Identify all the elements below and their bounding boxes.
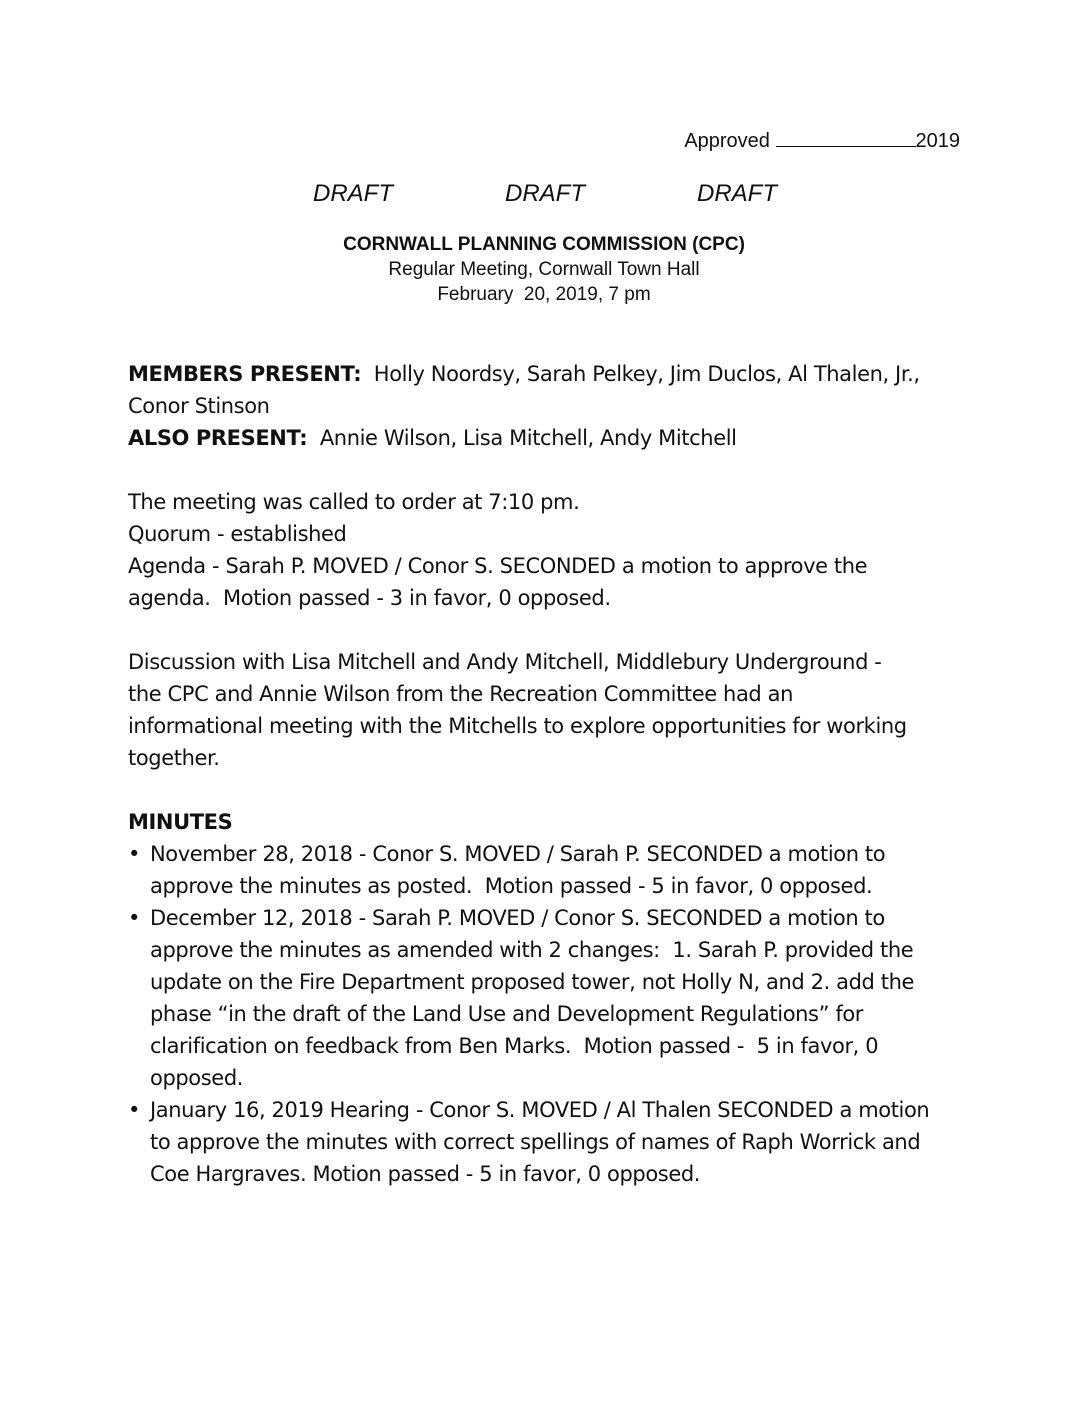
minutes-heading-text: MINUTES	[128, 810, 233, 834]
draft-label-1: DRAFT	[313, 180, 393, 207]
minutes-item-2-line-2: approve the minutes as amended with 2 changes: 1. Sarah P. provided the	[150, 938, 914, 962]
members-present-names-2: Conor Stinson	[128, 394, 270, 418]
discussion-line-2: the CPC and Annie Wilson from the Recreation Committee had an	[128, 682, 794, 706]
discussion-line-3: informational meeting with the Mitchells to explore opportunities for working	[128, 714, 907, 738]
draft-label-2: DRAFT	[505, 180, 585, 207]
approved-label: Approved	[684, 130, 770, 152]
minutes-heading	[128, 806, 968, 838]
list-item	[128, 1094, 968, 1190]
minutes-item-3-line-1: January 16, 2019 Hearing - Conor S. MOVED / Al Thalen SECONDED a motion	[150, 1098, 930, 1122]
meeting-date: February 20, 2019, 7 pm	[437, 284, 651, 305]
minutes-list	[128, 838, 968, 1190]
discussion-paragraph	[128, 646, 968, 774]
minutes-body	[128, 358, 968, 1190]
minutes-item-2-line-4: phase “in the draft of the Land Use and Development Regulations” for	[150, 1002, 864, 1026]
minutes-item-2-line-5: clarification on feedback from Ben Marks. Motion passed - 5 in favor, 0	[150, 1034, 879, 1058]
agenda-line-2: agenda. Motion passed - 3 in favor, 0 opposed.	[128, 586, 611, 610]
agenda-motion	[128, 550, 968, 614]
members-present	[128, 358, 968, 422]
list-item	[128, 902, 968, 1094]
draft-label-3: DRAFT	[697, 180, 777, 207]
document-header	[0, 232, 1088, 307]
bullet: •	[128, 906, 140, 930]
quorum: Quorum - established	[128, 522, 347, 546]
meeting-location: Regular Meeting, Cornwall Town Hall	[388, 259, 700, 280]
agenda-line-1: Agenda - Sarah P. MOVED / Conor S. SECONDED a motion to approve the	[128, 554, 868, 578]
minutes-item-2-line-6: opposed.	[150, 1066, 244, 1090]
discussion-line-1: Discussion with Lisa Mitchell and Andy Mitchell, Middlebury Underground -	[128, 650, 882, 674]
also-present-names: Annie Wilson, Lisa Mitchell, Andy Mitchell	[319, 426, 737, 450]
draft-watermark-row	[0, 180, 1088, 210]
called-to-order: The meeting was called to order at 7:10 pm.	[128, 490, 580, 514]
minutes-item-3-line-3: Coe Hargraves. Motion passed - 5 in favor, 0 opposed.	[150, 1162, 701, 1186]
organization-title: CORNWALL PLANNING COMMISSION (CPC)	[343, 234, 745, 255]
minutes-item-3-line-2: to approve the minutes with correct spellings of names of Raph Worrick and	[150, 1130, 921, 1154]
minutes-item-1-line-2: approve the minutes as posted. Motion passed - 5 in favor, 0 opposed.	[150, 874, 873, 898]
members-present-names-1: Holly Noordsy, Sarah Pelkey, Jim Duclos, Al Thalen, Jr.,	[373, 362, 920, 386]
list-item	[128, 838, 968, 902]
minutes-item-2-line-3: update on the Fire Department proposed tower, not Holly N, and 2. add the	[150, 970, 915, 994]
minutes-item-2-line-1: December 12, 2018 - Sarah P. MOVED / Conor S. SECONDED a motion to	[150, 906, 885, 930]
approval-date-blank	[776, 128, 916, 147]
approved-year: 2019	[915, 130, 960, 152]
approval-line	[684, 128, 960, 153]
bullet: •	[128, 1098, 140, 1122]
members-present-label: MEMBERS PRESENT:	[128, 362, 362, 386]
also-present	[128, 422, 968, 454]
minutes-item-1-line-1: November 28, 2018 - Conor S. MOVED / Sarah P. SECONDED a motion to	[150, 842, 886, 866]
bullet: •	[128, 842, 140, 866]
discussion-line-4: together.	[128, 746, 220, 770]
also-present-label: ALSO PRESENT:	[128, 426, 308, 450]
